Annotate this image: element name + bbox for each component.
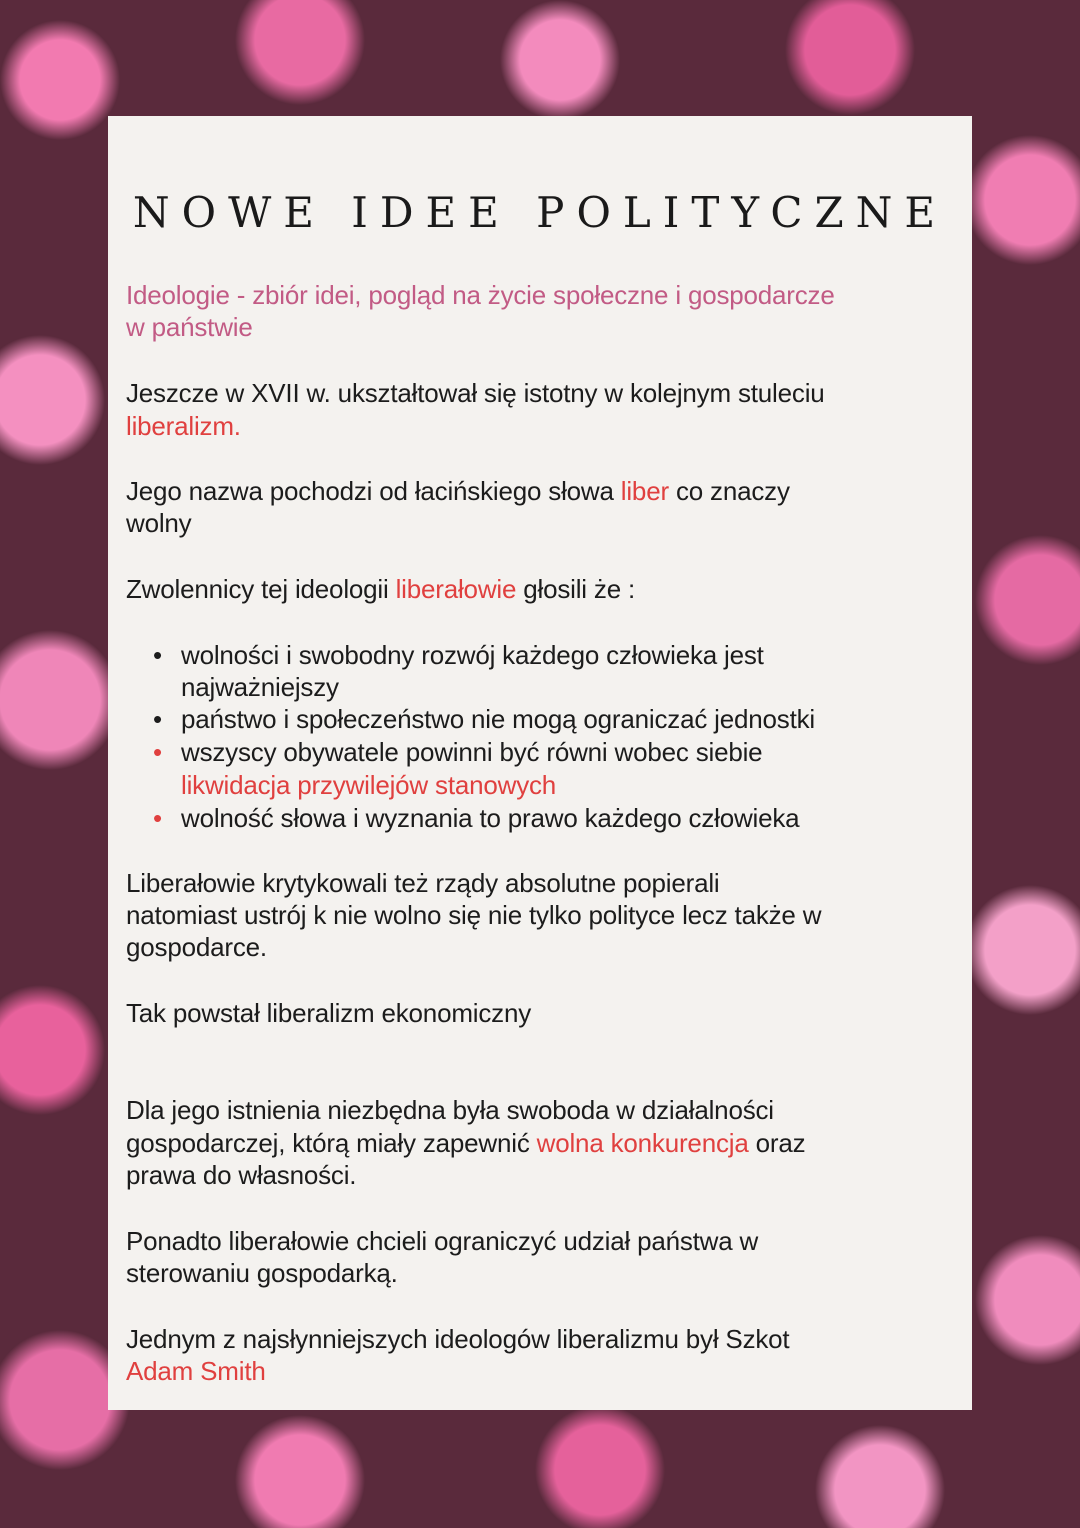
text: oraz	[748, 1128, 806, 1158]
text: co znaczy	[668, 476, 790, 506]
text: gospodarce.	[126, 932, 267, 962]
highlighted-text: liberałowie	[395, 574, 517, 604]
bullet-item	[153, 704, 815, 735]
text: wszyscy obywatele powinni być równi wobec siebie	[181, 737, 763, 767]
text-line	[181, 672, 339, 703]
text: Liberałowie krytykowali też rządy absolutne popierali	[126, 868, 720, 898]
bullet-icon: •	[153, 640, 162, 670]
text: Zwolennicy tej ideologii	[126, 574, 396, 604]
highlighted-text: liberalizm.	[126, 411, 241, 441]
text: wolności i swobodny rozwój każdego człowieka jest	[181, 640, 764, 670]
text-line	[126, 280, 835, 311]
text-line	[126, 900, 821, 931]
text: państwo i społeczeństwo nie mogą ograniczać jednostki	[181, 704, 815, 734]
text-line	[126, 1324, 789, 1355]
highlighted-text: liber	[620, 476, 669, 506]
text: Jednym z najsłynniejszych ideologów liberalizmu był Szkot	[126, 1324, 790, 1354]
document-card	[108, 116, 972, 1410]
text-line	[126, 868, 719, 899]
text-line	[126, 1128, 805, 1159]
bullet-item	[153, 803, 800, 834]
text: najważniejszy	[181, 672, 339, 702]
bullet-item	[153, 737, 763, 768]
bullet-icon: •	[153, 803, 162, 833]
text: sterowaniu gospodarką.	[126, 1258, 398, 1288]
bullet-icon: •	[153, 737, 162, 767]
text: Jeszcze w XVII w. ukształtował się istotny w kolejnym stuleciu	[126, 378, 825, 408]
text-line	[126, 1258, 398, 1289]
text: wolny	[126, 508, 192, 538]
text-line	[126, 998, 531, 1029]
text-line	[126, 378, 825, 409]
text-line	[126, 1226, 758, 1257]
text-line	[126, 411, 241, 442]
highlighted-text: likwidacja przywilejów stanowych	[181, 770, 557, 800]
text-line	[126, 476, 790, 507]
text: Dla jego istnienia niezbędna była swoboda w działalności	[126, 1095, 774, 1125]
text: gospodarczej, którą miały zapewnić	[126, 1128, 537, 1158]
text-line	[181, 770, 556, 801]
bullet-icon: •	[153, 704, 162, 734]
text: Tak powstał liberalizm ekonomiczny	[126, 998, 532, 1028]
bullet-item	[153, 640, 764, 671]
text: prawa do własności.	[126, 1160, 357, 1190]
text-line	[126, 312, 253, 343]
text: Jego nazwa pochodzi od łacińskiego słowa	[126, 476, 621, 506]
text-line	[126, 1095, 774, 1126]
text-line	[126, 932, 267, 963]
highlighted-text: Adam Smith	[126, 1356, 266, 1386]
highlighted-text: Ideologie - zbiór idei, pogląd na życie społeczne i gospodarcze	[126, 280, 835, 310]
text-line	[126, 574, 635, 605]
text: głosili że :	[516, 574, 636, 604]
highlighted-text: wolna konkurencja	[536, 1128, 749, 1158]
text: wolność słowa i wyznania to prawo każdego człowieka	[181, 803, 800, 833]
text-line	[126, 508, 191, 539]
text: natomiast ustrój k nie wolno się nie tylko polityce lecz także w	[126, 900, 822, 930]
text-line	[126, 1160, 356, 1191]
page-title: NOWE IDEE POLITYCZNE	[132, 188, 948, 238]
text: Ponadto liberałowie chcieli ograniczyć udział państwa w	[126, 1226, 759, 1256]
highlighted-text: w państwie	[126, 312, 253, 342]
text-line	[126, 1356, 266, 1387]
